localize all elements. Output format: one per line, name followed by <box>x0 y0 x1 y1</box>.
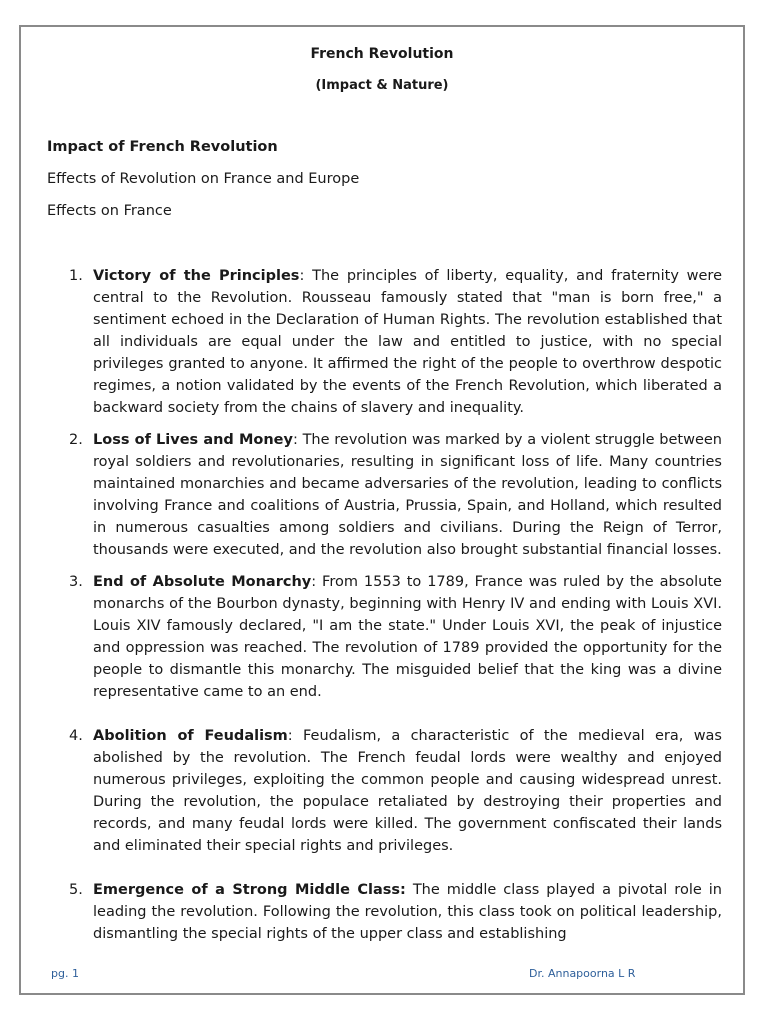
list-item-text: : The revolution was marked by a violent struggle between royal soldiers and revolutionaries, resulting in significant loss of life. Many countries maintained monarchies and became adversaries of the revolution, leading to conflicts involving France and coalitions of Austria, Prussia, Spain, and Holland, which resulted in numerous casualties among soldiers and civilians. During the Reign of Terror, thousands were executed, and the revolution also brought substantial financial losses. <box>93 432 722 558</box>
list-item <box>69 265 723 419</box>
document-subtitle: (Impact & Nature) <box>315 78 449 93</box>
footer-author: Dr. Annapoorna L R <box>529 967 636 980</box>
list-item <box>69 429 722 561</box>
effects-list <box>69 265 723 945</box>
list-item-term: Emergence of a Strong Middle Class: <box>93 882 406 898</box>
list-item-text: : The principles of liberty, equality, and fraternity were central to the Revolution. Rousseau famously stated that "man is born free," a sentiment echoed in the Declaration of Human Rights. The revolution established that all individuals are equal under the law and entitled to justice, with no special privileges granted to anyone. It affirmed the right of the people to overthrow despotic regimes, a notion validated by the events of the French Revolution, which liberated a backward society from the chains of slavery and inequality. <box>93 268 723 416</box>
list-item <box>69 879 722 945</box>
section-heading: Impact of French Revolution <box>47 139 278 155</box>
list-item-term: Abolition of Feudalism <box>93 728 288 744</box>
list-item-number: 4. <box>69 728 83 744</box>
list-item <box>69 725 722 857</box>
list-item-text: The middle class played a pivotal role in leading the revolution. Following the revolution, this class took on political leadership, dismantling the special rights of the upper class and establishing <box>93 882 722 942</box>
list-item-number: 3. <box>69 574 83 590</box>
list-item-text: : Feudalism, a characteristic of the medieval era, was abolished by the revolution. The French feudal lords were wealthy and enjoyed numerous privileges, exploiting the common people and causing widespread unrest. During the revolution, the populace retaliated by destroying their properties and records, and many feudal lords were killed. The government confiscated their lands and eliminated their special rights and privileges. <box>93 728 722 854</box>
list-item-text: : From 1553 to 1789, France was ruled by the absolute monarchs of the Bourbon dynasty, beginning with Henry IV and ending with Louis XVI. Louis XIV famously declared, "I am the state." Under Louis XVI, the peak of injustice and oppression was reached. The revolution of 1789 provided the opportunity for the people to dismantle this monarchy. The misguided belief that the king was a divine representative came to an end. <box>93 574 722 700</box>
list-item <box>69 571 722 703</box>
list-item-term: End of Absolute Monarchy <box>93 574 312 590</box>
list-item-number: 5. <box>69 882 83 898</box>
section-subheading-france: Effects on France <box>47 203 172 219</box>
document-page <box>19 25 745 995</box>
page-number: pg. 1 <box>51 967 79 980</box>
list-item-number: 2. <box>69 432 83 448</box>
list-item-term: Loss of Lives and Money <box>93 432 293 448</box>
list-item-number: 1. <box>69 268 83 284</box>
section-subheading: Effects of Revolution on France and Europe <box>47 171 360 187</box>
document-title: French Revolution <box>310 46 454 62</box>
list-item-term: Victory of the Principles <box>93 268 300 284</box>
